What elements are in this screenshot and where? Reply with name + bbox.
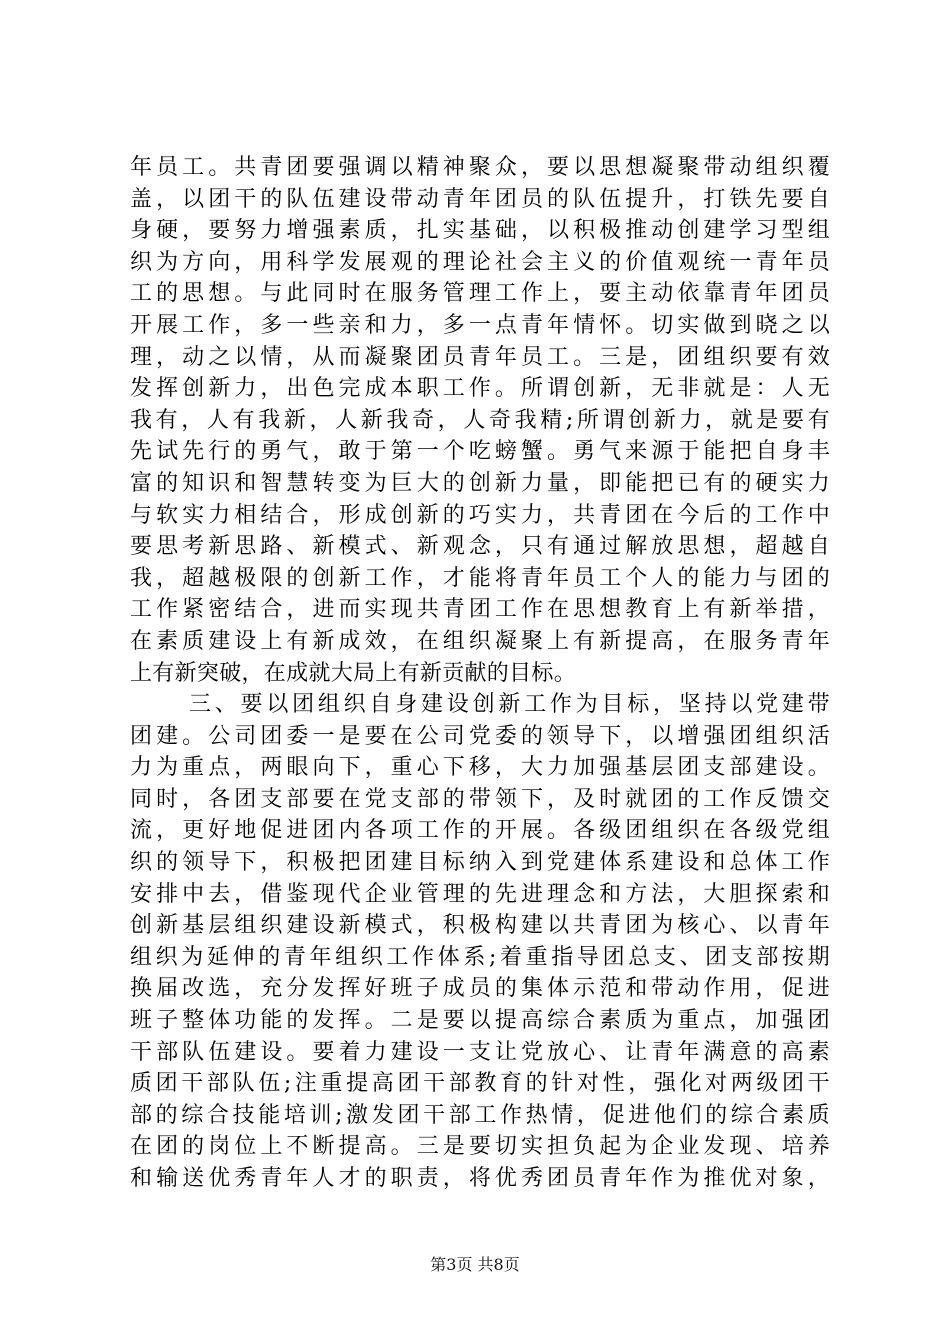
- text-line: 班子整体功能的发挥。二是要以提高综合素质为重点，加强团: [130, 1008, 830, 1034]
- text-line: 工作紧密结合，进而实现共青团工作在思想教育上有新举措，: [130, 597, 830, 623]
- text-line: 组织为延伸的青年组织工作体系;着重指导团总支、团支部按期: [130, 944, 830, 970]
- text-line: 质团干部队伍;注重提高团干部教育的针对性，强化对两级团干: [130, 1071, 830, 1097]
- text-line: 在素质建设上有新成效，在组织凝聚上有新提高，在服务青年: [130, 628, 830, 654]
- text-line: 理，动之以情，从而凝聚团员青年员工。三是，团组织要有效: [130, 344, 830, 370]
- text-line: 织的领导下，积极把团建目标纳入到党建体系建设和总体工作: [130, 850, 830, 876]
- text-line: 织为方向，用科学发展观的理论社会主义的价值观统一青年员: [130, 249, 830, 275]
- text-line: 干部队伍建设。要着力建设一支让党放心、让青年满意的高素: [130, 1039, 830, 1065]
- text-line: 安排中去，借鉴现代企业管理的先进理念和方法，大胆探索和: [130, 881, 830, 907]
- document-body: [130, 152, 830, 1195]
- section-heading-line: 三、要以团组织自身建设创新工作为目标，坚持以党建带: [189, 692, 830, 718]
- paragraph-end-line: 上有新突破，在成就大局上有新贡献的目标。: [130, 660, 577, 686]
- text-line: 我，超越极限的创新工作，才能将青年员工个人的能力与团的: [130, 565, 830, 591]
- text-line: 富的知识和智慧转变为巨大的创新力量，即能把已有的硬实力: [130, 470, 830, 496]
- text-line: 创新基层组织建设新模式，积极构建以共青团为核心、以青年: [130, 913, 830, 939]
- text-line: 开展工作，多一些亲和力，多一点青年情怀。切实做到晓之以: [130, 312, 830, 338]
- text-line: 身硬，要努力增强素质，扎实基础，以积极推动创建学习型组: [130, 218, 830, 244]
- text-line: 我有，人有我新，人新我奇，人奇我精;所谓创新力，就是要有: [130, 407, 830, 433]
- text-line: 要思考新思路、新模式、新观念，只有通过解放思想，超越自: [130, 534, 830, 560]
- page-number-footer: 第3页 共8页: [430, 1255, 520, 1274]
- text-line: 流，更好地促进团内各项工作的开展。各级团组织在各级党组: [130, 818, 830, 844]
- text-line: 先试先行的勇气，敢于第一个吃螃蟹。勇气来源于能把自身丰: [130, 439, 830, 465]
- text-line: 和输送优秀青年人才的职责，将优秀团员青年作为推优对象，: [130, 1166, 830, 1191]
- text-line: 同时，各团支部要在党支部的带领下，及时就团的工作反馈交: [130, 786, 830, 812]
- text-line: 年员工。共青团要强调以精神聚众，要以思想凝聚带动组织覆: [130, 155, 830, 180]
- text-line: 发挥创新力，出色完成本职工作。所谓创新，无非就是：人无: [130, 376, 830, 402]
- text-line: 部的综合技能培训;激发团干部工作热情，促进他们的综合素质: [130, 1102, 830, 1128]
- text-line: 工的思想。与此同时在服务管理工作上，要主动依靠青年团员: [130, 281, 830, 307]
- text-line: 盖，以团干的队伍建设带动青年团员的队伍提升，打铁先要自: [130, 186, 830, 212]
- text-line: 团建。公司团委一是要在公司党委的领导下，以增强团组织活: [130, 723, 830, 749]
- text-line: 换届改选，充分发挥好班子成员的集体示范和带动作用，促进: [130, 976, 830, 1002]
- text-line: 与软实力相结合，形成创新的巧实力，共青团在今后的工作中: [130, 502, 830, 528]
- text-line: 力为重点，两眼向下，重心下移，大力加强基层团支部建设。: [130, 755, 830, 781]
- text-line: 在团的岗位上不断提高。三是要切实担负起为企业发现、培养: [130, 1134, 830, 1160]
